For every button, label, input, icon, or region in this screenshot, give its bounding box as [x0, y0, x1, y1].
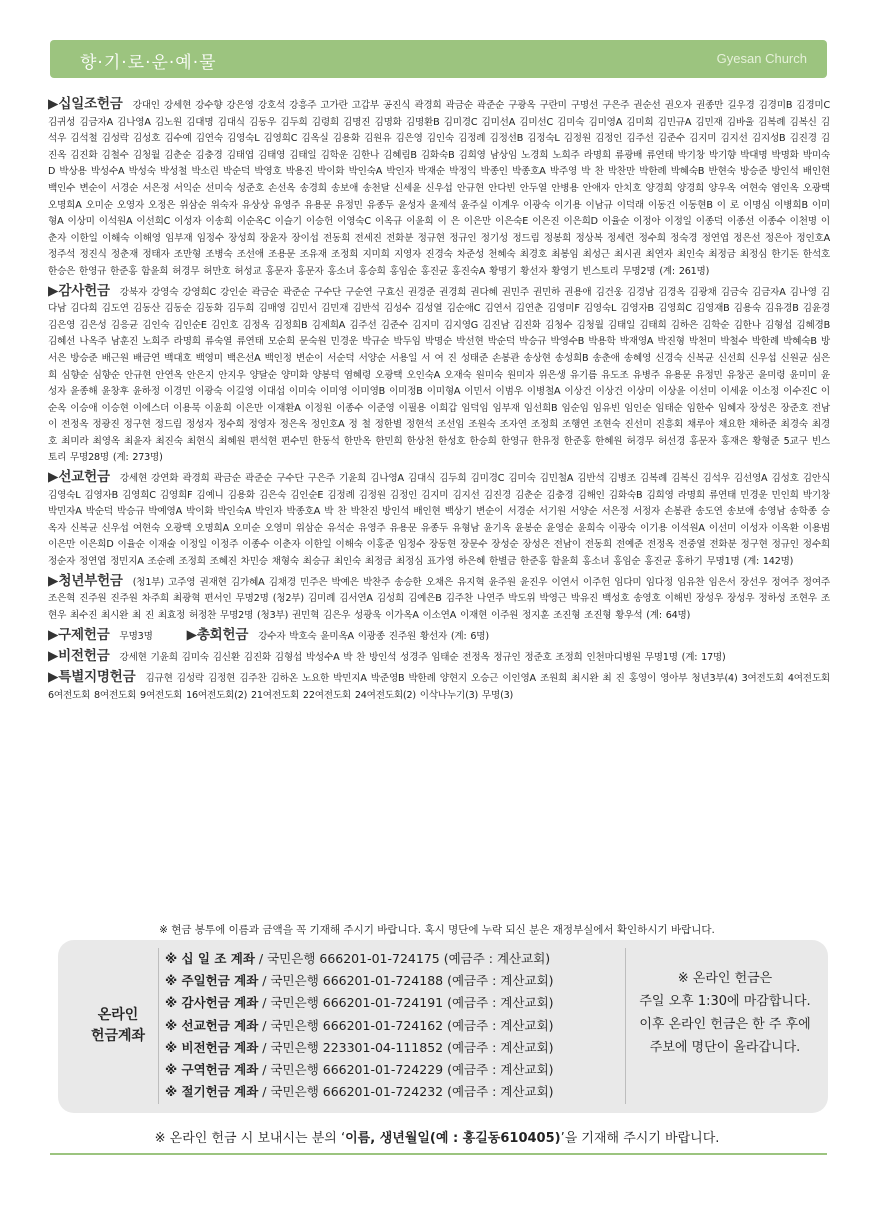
vision-heading: ▶비전헌금 — [48, 648, 110, 665]
notice-bold: 이름, 생년월일(예 : 홍길동610405) — [345, 1131, 561, 1146]
account-list — [158, 948, 626, 1104]
tithe-offering — [48, 96, 830, 281]
thanks-heading: ▶감사헌금 — [48, 282, 110, 299]
account-number: / 국민은행 666201-01-724229 (예금주 : 계산교회) — [258, 1062, 554, 1078]
online-label-line1: 온라인 — [97, 1007, 139, 1023]
info-line: 주일 오후 1:30에 마감합니다. — [639, 994, 811, 1009]
thanks-names: 강북자 강영숙 강영희C 강인순 곽금순 곽준순 구수단 구순연 구효신 권경준 권경희 권다혜 권민주 권민하 권용애 김건웅 김경남 김경옥 김광채 김금숙 김금자A 김나영 김다남 김다희 김도연 김동산 김동순 김동화 김두희 김매영 김민서 김민재 김반석 김성수 김성열 김순애C 김연서 김연춘 김영미F 김영숙L 김영자B 김영희C 김영재B 김용숙 김유경B 김윤경 김은영 김은성 김응균 김인숙 김인순E 김인호 김정옥 김정희B 김제희A 김주선 김준수 김지미 김지영G 김진남 김진화 김청수 김청월 김태일 김태희 김하은 김학순 김한나 김형섭 김혜경B 김혜선 나옥주 남훈진 노희주 라명희 류숙열 류연태 모순희 문숙원 민경운 박규순 박두임 박명순 박선현 박순덕 박승규 박영수B 박용학 박재영A 박진형 박천미 박철수 박한례 박혜숙B 방서은 방승준 배근원 배금연 백대호 백영미 백은선A 백인정 변순이 서순덕 서양순 서용일 서 여 진 성태준 손봉관 송상현 송성희B 송춘애 송혜영 신경숙 신복균 신선희 신우섭 신원균 심은희 심향순 심향순 안규현 안연옥 안은지 안지우 양달순 양미화 양봉덕 염혜령 오광택 오인숙A 오재숙 원미숙 원미자 위은생 유기름 유도조 유병주 유용문 유정민 유창곤 윤미령 윤미미 윤성자 윤종해 윤창후 윤하정 이경민 이광숙 이길영 이대섭 이미숙 이미영 이미영B 이미정B 이미형A 이민서 이범우 이병철A 이상건 이상건 이상미 이상윤 이선미 이세윤 이소정 이수진C 이순옥 이승애 이승현 이에스더 이용묵 이윤희 이은만 이재환A 이정원 이종수 이준영 이필용 이희갑 임덕임 임부재 임선희B 임순임 임유빈 임인순 임태순 임한수 임혜자 장성은 장준호 전남이 전정옥 정광진 정구현 정드림 정성자 정수희 정영자 정은옥 정인호A 정 철 정한별 정현석 조선임 조원숙 조자연 조정희 조행연 조현숙 진선미 진흥회 채루아 채요한 채하준 최경숙 최경호 최미라 최영옥 최윤자 최진숙 최현식 최혜원 편석현 편수민 한동석 한만옥 한민희 한상천 한성호 한승희 한영규 한유정 한준홍 한혜원 허경무 허선경 홍문자 홍재은 황형준 5교구 빈스토리 무명28명 (계: 273명) — [48, 286, 831, 464]
account-name: ※ 십 일 조 계좌 — [165, 951, 255, 966]
account-name: ※ 선교헌금 계좌 — [165, 1017, 259, 1033]
envelope-notice: ※ 현금 봉투에 이름과 금액을 꼭 기재해 주시기 바랍니다. 혹시 명단에 누락 되신 분은 재정부실에서 확인하시기 바랍니다. — [159, 924, 715, 936]
account-number: / 국민은행 666201-01-724188 (예금주 : 계산교회) — [258, 973, 554, 989]
special-heading: ▶특별지명헌금 — [48, 669, 136, 685]
info-line: ※ 온라인 헌금은 — [677, 971, 773, 986]
relief-names: 무명3명 — [119, 631, 153, 643]
tithe-names: 강대인 강세현 강수향 강은영 강호석 강흥주 고가란 고갑부 공진식 곽경희 곽금순 곽준순 구광옥 구란미 구명선 구은주 권순선 권오자 권종만 길우경 김경미B 김경미C 김귀성 김금자A 김나영A 김노원 김대명 김대식 김동우 김두희 김령희 김명진 김명화 김명환B 김미경C 김미선A 김미선C 김미숙 김미영A 김미희 김민규A 김민재 김바울 김복례 김복신 김석우 김석철 김성락 김성호 김수예 김연숙 김영숙L 김영희C 김옥실 김용화 김원유 김은영 김인숙 김정례 김정선B 김정숙L 김정원 김정인 김주선 김준수 김지미 김지선 김지성B 김진경 김진옥 김진화 김철수 김청월 김춘순 김충경 김태엽 김태영 김태일 김학운 김한나 김혜림B 김화숙B 김희영 남상임 노경희 노희주 라명희 류광배 류연태 박기창 박기향 박대명 박명화 박미숙D 박상용 박성수A 박성숙 박성철 박소린 박순덕 박영호 박용진 박이화 박인숙A 박인자 박재순 박정익 박종인 박종호A 박주영 박 찬 박찬만 박한례 박혜숙B 반현숙 방승준 방인석 배인현 백인수 변순이 서경순 서은정 서익순 선미숙 성준호 손선옥 송경희 송보애 송천달 신세윤 신우섭 안규현 안다빈 안두열 안병용 안애자 안치호 양경희 양경희 양우옥 여현숙 염인옥 오광택 오명희A 오미순 오영자 오정은 위삼순 위숙자 유상상 유영주 유용문 유정민 유종두 윤성자 윤제석 윤주실 이계우 이광숙 이기용 이남규 이덕래 이동건 이동현B 이 로 이명심 이병희B 이미형A 이상미 이석원A 이선희C 이성자 이송희 이순옥C 이슬기 이승헌 이영숙C 이옥규 이윤희 이 은 이은만 이은숙E 이은진 이은희D 이율순 이정아 이정일 이종덕 이종선 이종수 이천명 이춘자 이한일 이해숙 이해영 임부재 임정수 장성희 장윤자 장이섭 전동희 전세진 전화분 정규현 정규인 정기성 정드림 정봉희 정상복 정세련 정수희 정숙경 정연엽 정은선 정은아 정인호A 정주석 정진식 정춘재 정태자 조만형 조병숙 조선애 조용문 조유재 조정희 지미희 지영자 진경숙 차준성 천혜숙 최경호 최봉임 최성근 최시권 최연자 최인숙 최정금 최정심 한기돈 한석호 한승은 한영규 한준홍 함윤희 허경무 허만호 허성교 홍문자 홍문자 홍소녀 홍승희 홍임순 홍진균 홍진숙A 황명기 황선자 황영기 빈스토리 무명2명 (계: 261명) — [48, 100, 830, 277]
online-label-line2: 헌금계좌 — [90, 1028, 146, 1044]
thanks-offering — [48, 283, 830, 468]
account-name: ※ 감사헌금 계좌 — [165, 995, 259, 1011]
offering-lists — [48, 96, 830, 706]
section-header-bar — [50, 40, 827, 78]
online-deadline-info — [620, 967, 830, 1059]
vision-offering — [48, 648, 830, 667]
account-number: / 국민은행 666201-01-724191 (예금주 : 계산교회) — [258, 995, 554, 1011]
mission-names: 강세현 강연화 곽경희 곽금순 곽준순 구수단 구은주 기윤희 김나영A 김대식 김두희 김미경C 김미숙 김민철A 김반석 김병조 김복례 김복신 김석우 김선영A 김성호 김안식 김영숙L 김영자B 김영희C 김영희F 김예니 김용화 김은숙 김인순E 김정례 김정원 김정인 김지미 김지선 김진경 김춘순 김충경 김해인 김화숙B 김희영 라명희 류연태 민경운 민인희 박기창 박민자A 박순덕 박승규 박예영A 박이화 박인숙A 박인자 박종호A 박 찬 박찬진 방인석 배인현 백상기 변순이 서경순 서기원 서양순 서은정 서정자 손봉관 송도연 송보애 송영남 송학종 승옥자 신복균 신우섭 여현숙 오광택 오명희A 오미순 오영미 위삼순 유석순 유영주 유용문 유종두 유형남 윤기옥 윤봉순 윤영순 윤희숙 이광숙 이기용 이석원A 이선미 이성자 이옥환 이용범 이은만 이은희D 이율순 이재술 이정일 이정주 이종수 이춘자 이한일 이해숙 이홍준 임정수 장동현 장문수 장성순 장성은 전남이 전동희 전예준 전정옥 전중열 전화분 정구현 정규인 정수희 정순자 정연엽 정민지A 조순례 조정희 조혜진 차민승 채형숙 최승규 최인숙 최정금 최정심 표가영 하은혜 한별금 한준홍 함윤희 홍소녀 홍임순 홍진균 홍하기 무명1명 (계: 142명) — [48, 473, 831, 568]
account-thanks — [165, 992, 625, 1014]
online-account-box — [58, 940, 828, 1113]
vision-names: 강세현 기윤희 김미숙 김신환 김진화 김형섭 박성수A 박 찬 방인석 성경주 임태순 전정옥 정규인 정준호 조정희 인천마디병원 무명1명 (계: 17명) — [119, 652, 726, 664]
special-names: 김규현 김성락 김정현 김주찬 김하온 노요한 박민지A 박준영B 박한례 양현지 오승근 이인영A 조원희 최시완 최 진 홍영이 영아부 청년3부(4) 3여전도회 4여전도회 6여전도회 8여전도회 9여전도회 16여전도회(2) 21여전도회 22여전도회 24여전도회(2) 이삭나누기(3) 무명(3) — [48, 673, 831, 701]
account-number: / 국민은행 666201-01-724232 (예금주 : 계산교회) — [258, 1084, 554, 1100]
notice-suffix: ’을 기재해 주시기 바랍니다. — [560, 1131, 720, 1146]
account-tithe — [165, 948, 625, 970]
online-sender-notice — [0, 1127, 874, 1146]
special-offering — [48, 669, 830, 704]
tithe-heading: ▶십일조헌금 — [48, 96, 123, 112]
section-title: 향·기·로·운·예·물 — [80, 53, 217, 73]
account-sunday — [165, 970, 625, 992]
account-mission — [165, 1015, 625, 1037]
general-assembly-heading: ▶총회헌금 — [186, 627, 249, 644]
youth-heading: ▶청년부헌금 — [48, 572, 123, 589]
relief-heading: ▶구제헌금 — [48, 627, 110, 644]
info-line: 주보에 명단이 올라갑니다. — [649, 1040, 801, 1055]
account-name: ※ 비전헌금 계좌 — [165, 1039, 259, 1055]
mission-offering — [48, 469, 830, 571]
notice-prefix: ※ 온라인 헌금 시 보내시는 분의 ‘ — [154, 1131, 346, 1146]
account-district — [165, 1059, 625, 1081]
online-label — [78, 1005, 158, 1047]
bottom-divider — [50, 1153, 827, 1155]
account-number: / 국민은행 223301-04-111852 (예금주 : 계산교회) — [258, 1039, 554, 1055]
account-name: ※ 절기헌금 계좌 — [165, 1084, 259, 1100]
account-season — [165, 1081, 625, 1103]
account-name: ※ 구역헌금 계좌 — [165, 1062, 259, 1078]
youth-names: (청1부) 고주영 권재현 김가혜A 김채경 민주은 박예은 박찬주 송승한 오채은 유지혁 윤주원 윤진우 이연서 이주헌 임다미 임다정 임유찬 임은서 장선우 정여주 정여주 조은혁 진주원 진주원 차주희 최광혁 편서인 무명2명 (청2부) 김미례 김서연A 김성희 김예은B 김주찬 나연주 박도위 박영근 박유진 백성호 송영호 이해빈 장성우 장성우 정하성 조현우 조현우 최수진 최시완 최 진 최효정 허정찬 무명2명 (청3부) 권민혁 김은우 성광욱 이가옥A 이소연A 이재현 이주원 정지훈 조진형 조진형 황우석 (계: 64명) — [48, 576, 831, 621]
church-name: Gyesan Church — [716, 51, 807, 66]
mission-heading: ▶선교헌금 — [48, 469, 110, 486]
account-number: / 국민은행 666201-01-724175 (예금주 : 계산교회) — [254, 951, 551, 966]
relief-general-offering — [48, 626, 830, 646]
general-assembly-names: 강수자 박호숙 윤미옥A 이광종 진주원 황선자 (계: 6명) — [258, 631, 489, 643]
youth-offering — [48, 573, 830, 625]
account-number: / 국민은행 666201-01-724162 (예금주 : 계산교회) — [258, 1017, 554, 1033]
info-line: 이후 온라인 헌금은 한 주 후에 — [639, 1017, 811, 1032]
account-vision — [165, 1037, 625, 1059]
account-name: ※ 주일헌금 계좌 — [165, 973, 259, 989]
